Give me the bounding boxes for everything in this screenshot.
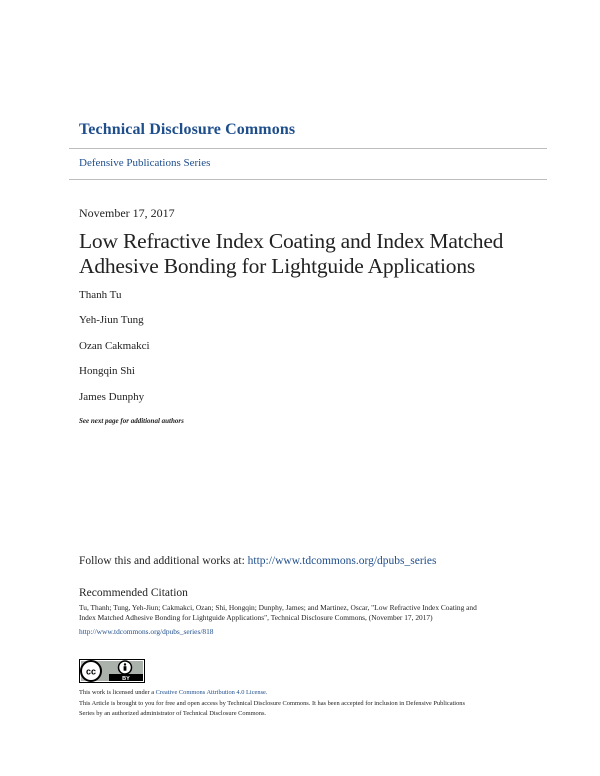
title-line-1: Low Refractive Index Coating and Index Matched [79, 229, 504, 253]
citation-line-1: Tu, Thanh; Tung, Yeh-Jiun; Cakmakci, Ozan; Shi, Hongqin; Dunphy, James; and Martinez, Oscar, "Low Refractive Index Coating and [79, 603, 477, 612]
see-next-page-note: See next page for additional authors [79, 417, 184, 425]
follow-line [79, 555, 436, 567]
series-divider [69, 179, 547, 180]
citation-line-2: Index Matched Adhesive Bonding for Lightguide Applications", Technical Disclosure Commons, (November 17, 2017) [79, 613, 433, 623]
author-list [79, 289, 150, 416]
series-url-link[interactable]: http://www.tdcommons.org/dpubs_series [247, 555, 437, 567]
top-divider [69, 148, 547, 149]
citation-text [79, 603, 529, 624]
series-link[interactable]: Defensive Publications Series [79, 157, 211, 169]
follow-text: Follow this and additional works at: [79, 555, 248, 567]
title-line-2: Adhesive Bonding for Lightguide Applications [79, 254, 476, 278]
author-item: Yeh-Jiun Tung [79, 314, 144, 327]
author-item: James Dunphy [79, 390, 145, 403]
license-line-2: This Article is brought to you for free and open access by Technical Disclosure Commons. It has been accepted for inclusion in Defensive Publications [79, 699, 465, 707]
citation-url-link[interactable]: http://www.tdcommons.org/dpubs_series/818 [79, 627, 214, 636]
author-item: Thanh Tu [79, 289, 122, 301]
author-item: Hongqin Shi [79, 365, 135, 378]
document-title [79, 229, 539, 279]
license-link[interactable]: Creative Commons Attribution 4.0 License. [155, 689, 268, 696]
site-title-link[interactable]: Technical Disclosure Commons [79, 121, 296, 138]
license-text [79, 688, 529, 720]
cc-by-badge-icon[interactable] [79, 659, 145, 683]
svg-text:cc: cc [85, 666, 97, 677]
license-prefix: This work is licensed under a [79, 689, 156, 696]
publication-date: November 17, 2017 [79, 206, 175, 220]
recommended-citation-heading: Recommended Citation [79, 587, 188, 599]
badge-by-text: BY [122, 676, 130, 682]
license-line-3: Series by an authorized administrator of Technical Disclosure Commons. [79, 710, 267, 717]
author-item: Ozan Cakmakci [79, 339, 150, 352]
